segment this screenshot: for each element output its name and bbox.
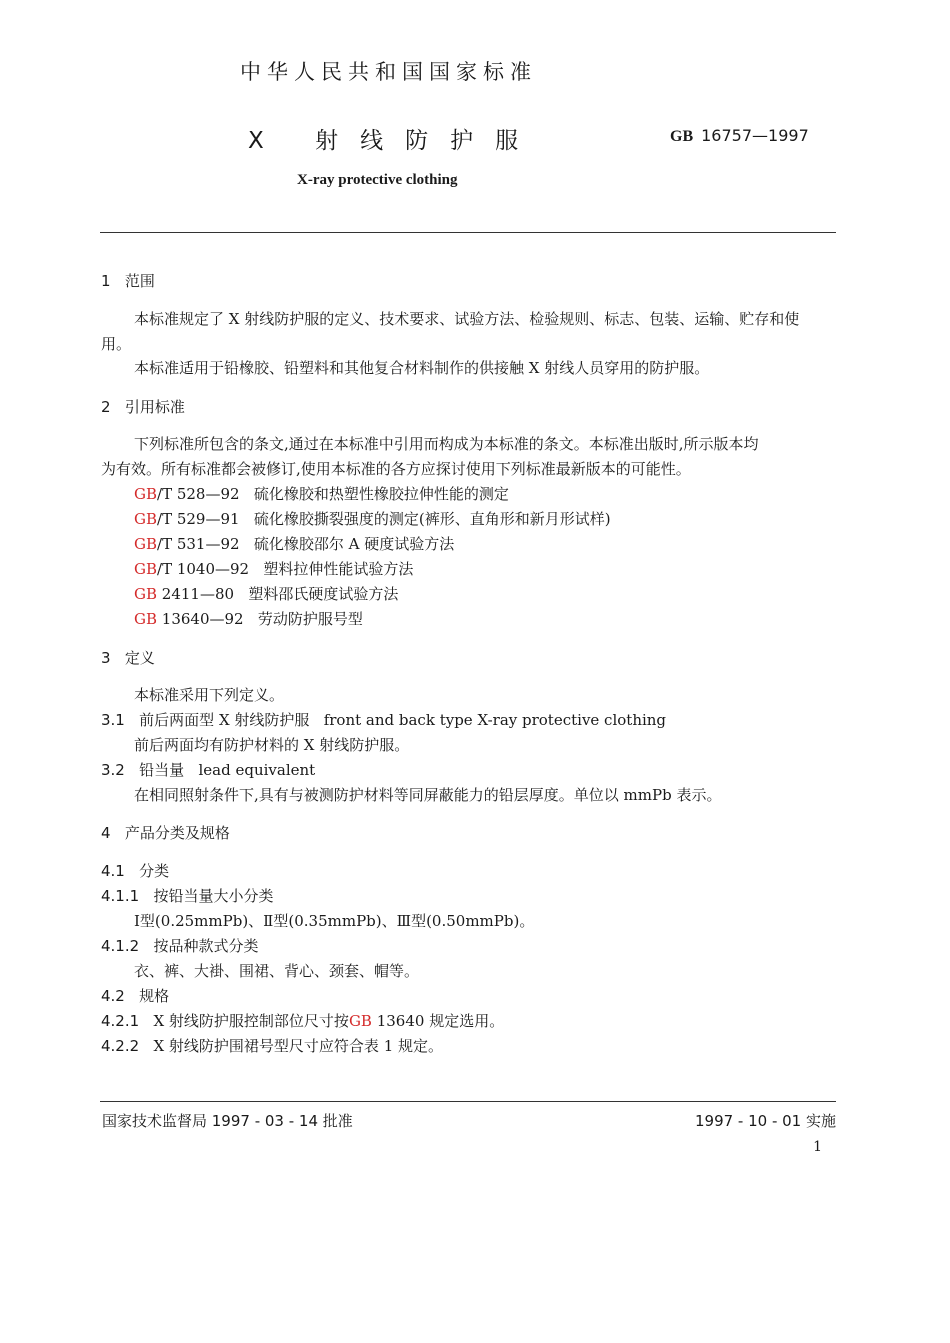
reference-item[interactable]: GB 13640—92 劳动防护服号型 [134,610,363,628]
reference-link[interactable]: GB [134,610,158,628]
clause-4-1: 4.1 分类 [101,862,170,880]
reference-item[interactable]: GB/T 1040—92 塑料拉伸性能试验方法 [134,560,414,578]
section-2-para-1: 下列标准所包含的条文,通过在本标准中引用而构成为本标准的条文。本标准出版时,所示版本均 [134,435,759,453]
document-title: X 射线防护服 [248,128,541,154]
english-title: X-ray protective clothing [297,172,458,188]
reference-item[interactable]: GB/T 531—92 硫化橡胶邵尔 A 硬度试验方法 [134,535,455,553]
reference-link[interactable]: GB [134,560,158,578]
header-divider [100,232,836,233]
clause-4-2-2: 4.2.2 X 射线防护围裙号型尺寸应符合表 1 规定。 [101,1037,444,1055]
clause-4-2: 4.2 规格 [101,987,170,1005]
reference-link[interactable]: GB [348,1012,372,1030]
section-3-heading: 3 定义 [101,649,155,667]
section-2-heading: 2 引用标准 [101,398,185,416]
implementation-date: 1997 - 10 - 01 实施 [694,1112,836,1130]
clause-4-1-1: 4.1.1 按铅当量大小分类 [101,887,274,905]
section-2-para-1-cont: 为有效。所有标准都会被修订,使用本标准的各方应探讨使用下列标准最新版本的可能性。 [101,460,691,478]
section-1-para-1: 本标准规定了 X 射线防护服的定义、技术要求、试验方法、检验规则、标志、包装、运输、贮存和使 [134,310,800,328]
reference-link[interactable]: GB [134,510,158,528]
section-4-heading: 4 产品分类及规格 [101,824,230,842]
section-3-intro: 本标准采用下列定义。 [134,686,285,704]
footer-divider [100,1101,836,1102]
reference-link[interactable]: GB [134,485,158,503]
clause-4-2-1: 4.2.1 X 射线防护服控制部位尺寸按GB 13640 规定选用。 [101,1012,505,1030]
standard-number [670,126,809,146]
section-1-para-2: 本标准适用于铅橡胶、铅塑料和其他复合材料制作的供接触 X 射线人员穿用的防护服。 [134,359,710,377]
definition-3-1-text: 前后两面均有防护材料的 X 射线防护服。 [134,736,410,754]
standard-code: 16757—1997 [701,126,809,145]
reference-item[interactable]: GB/T 529—91 硫化橡胶撕裂强度的测定(裤形、直角形和新月形试样) [134,510,611,528]
clause-4-1-1-body: Ⅰ型(0.25mmPb)、Ⅱ型(0.35mmPb)、Ⅲ型(0.50mmPb)。 [134,912,535,930]
definition-3-2-text: 在相同照射条件下,具有与被测防护材料等同屏蔽能力的铅层厚度。单位以 mmPb 表示。 [134,786,722,804]
section-1-para-1-cont: 用。 [101,335,132,353]
clause-4-1-2-body: 衣、裤、大褂、围裙、背心、颈套、帽等。 [134,962,420,980]
clause-4-1-2: 4.1.2 按品种款式分类 [101,937,259,955]
standard-org-title: 中华人民共和国国家标准 [240,60,537,84]
reference-link[interactable]: GB [134,585,158,603]
page-number: 1 [813,1139,822,1155]
definition-3-2: 3.2 铅当量 lead equivalent [101,761,316,779]
reference-item[interactable]: GB/T 528—92 硫化橡胶和热塑性橡胶拉伸性能的测定 [134,485,509,503]
section-1-heading: 1 范围 [101,272,155,290]
approval-date: 国家技术监督局 1997 - 03 - 14 批准 [102,1112,353,1130]
standard-prefix: GB [670,128,694,145]
definition-3-1: 3.1 前后两面型 X 射线防护服 front and back type X-ray protective clothing [101,711,667,729]
reference-item[interactable]: GB 2411—80 塑料邵氏硬度试验方法 [134,585,399,603]
reference-link[interactable]: GB [134,535,158,553]
